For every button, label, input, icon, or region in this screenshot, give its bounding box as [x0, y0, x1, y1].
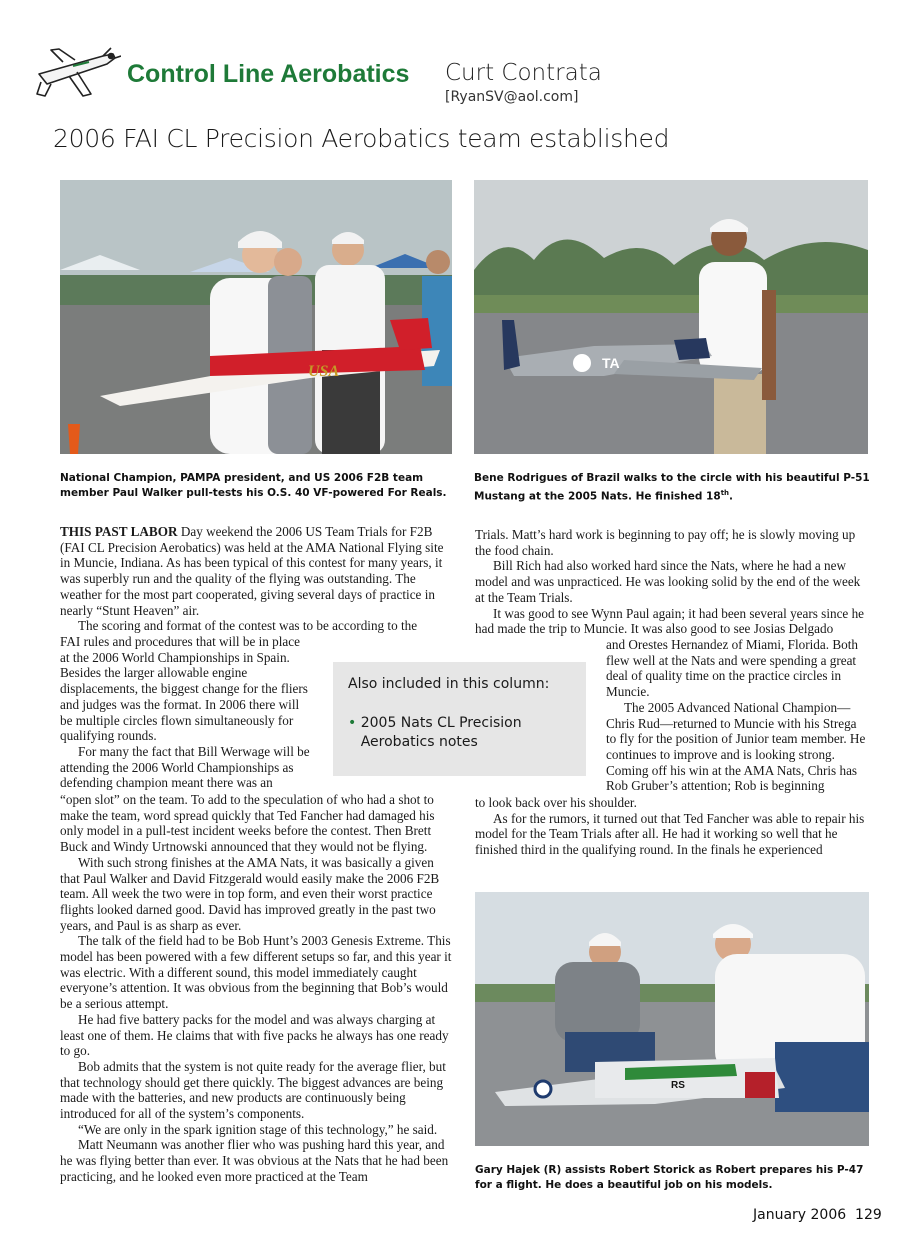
photo-caption: Bene Rodrigues of Brazil walks to the circle with his beautiful P-51 Mustang at the 2005 Nats. He finished 18th.: [474, 472, 870, 503]
plane-marking: USA: [308, 363, 340, 380]
column-title: Control Line Aerobatics: [127, 60, 410, 88]
article-column-2-bottom: to look back over his shoulder. As for the rumors, it turned out that Ted Fancher was able to repair his model for the Team Trials after all. He had it working so well that he finished third in the qualifying round. In the finals he experienced: [475, 795, 865, 858]
sidebar-item[interactable]: • 2005 Nats CL Precision Aerobatics notes: [348, 715, 522, 750]
photo-bene-rodrigues: [474, 180, 868, 454]
sidebar-title: Also included in this column:: [348, 676, 550, 692]
author-email: [RyanSV@aol.com]: [445, 89, 579, 105]
article-column-2: Trials. Matt’s hard work is beginning to pay off; he is slowly moving up the food chain. Bill Rich had also worked hard since the Nats, where he had a new model and was unpracticed. He was looking solid by the end of the week at the Team Trials. It was good to see Wynn Paul again; it had been several years since he had made the trip to Muncie. It was also good to see Josias Delgado: [475, 527, 865, 637]
plane-marking: RS: [671, 1080, 685, 1091]
article-headline: 2006 FAI CL Precision Aerobatics team established: [53, 124, 670, 153]
plane-marking: TA: [602, 355, 620, 371]
article-column-1-narrow: FAI rules and procedures that will be in place at the 2006 World Championships in Spain. Besides the larger allowable engine displacements, the biggest change for the fliers and judges was the format. In 2006 there will be multiple circles flown simultaneously for qualifying rounds. For many the fact that Bill Werwage will be attending the 2006 World Championships as defending champion meant there was an: [60, 634, 310, 791]
article-column-1: THIS PAST LABOR Day weekend the 2006 US Team Trials for F2B (FAI CL Precision Aerobatics) was held at the AMA National Flying site in Muncie, Indiana. As has been typical of this contest for many years, it was superbly run and the quality of the flying was outstanding. The weather for the most part cooperated, giving several days of practice in nearly “Stunt Heaven” air. The scoring and format of the contest was to be according to the: [60, 524, 444, 634]
article-column-2-narrow: and Orestes Hernandez of Miami, Florida. Both flew well at the Nats and were spending a great deal of quality time on the practice circles in Muncie. The 2005 Advanced National Champion—Chris Rud—returned to Muncie with his Strega to fly for the position of Junior team member. He continues to improve and is looking strong. Coming off his win at the AMA Nats, Chris has Rob Gruber’s attention; Rob is beginning: [606, 637, 866, 794]
photo-gary-hajek: [475, 892, 869, 1146]
photo-caption: National Champion, PAMPA president, and US 2006 F2B team member Paul Walker pull-tests his O.S. 40 VF-powered For Reals.: [60, 472, 447, 499]
airplane-logo-icon: [33, 44, 121, 106]
lead-in: THIS PAST LABOR: [60, 524, 178, 539]
also-included-box: [333, 662, 586, 776]
author-name: Curt Contrata: [445, 60, 602, 86]
page-folio: January 2006 129: [753, 1207, 882, 1223]
photo-caption: Gary Hajek (R) assists Robert Storick as Robert prepares his P-47 for a flight. He does a beautiful job on his models.: [475, 1164, 864, 1191]
photo-paul-walker: [60, 180, 452, 454]
article-column-1-bottom: “open slot” on the team. To add to the speculation of who had a shot to make the team, word spread quickly that Ted Fancher had damaged his only model in a pull-test incident weeks before the contest. Then Brett Buck and Windy Urtnowski announced that they would not be flying. With such strong finishes at the AMA Nats, it was basically a given that Paul Walker and David Fitzgerald would easily make the 2006 F2B team. All week the two were in top form, and even their worst practice flights looked darned good. David has improved greatly in the past two years, and Paul is as sharp as ever. The talk of the field had to be Bob Hunt’s 2003 Genesis Extreme. This model has been powered with a few different setups so far, and this year it was electric. With a different sound, this model immediately caught everyone’s attention. It was obvious from the beginning that Bob’s would be a serious attempt. He had five battery packs for the model and was always charging at least one of them. He claims that with five packs he always has one ready to go. Bob admits that the system is not quite ready for the average flier, but that technology should get there quickly. The biggest advances are being made with the batteries, and new products are continuously being introduced for all of the system’s components. “We are only in the spark ignition stage of this technology,” he said. Matt Neumann was another flier who was pushing hard this year, and he was flying better than ever. It was obvious at the Nats that he had been practicing, and he looked even more practiced at the Team: [60, 792, 452, 1184]
